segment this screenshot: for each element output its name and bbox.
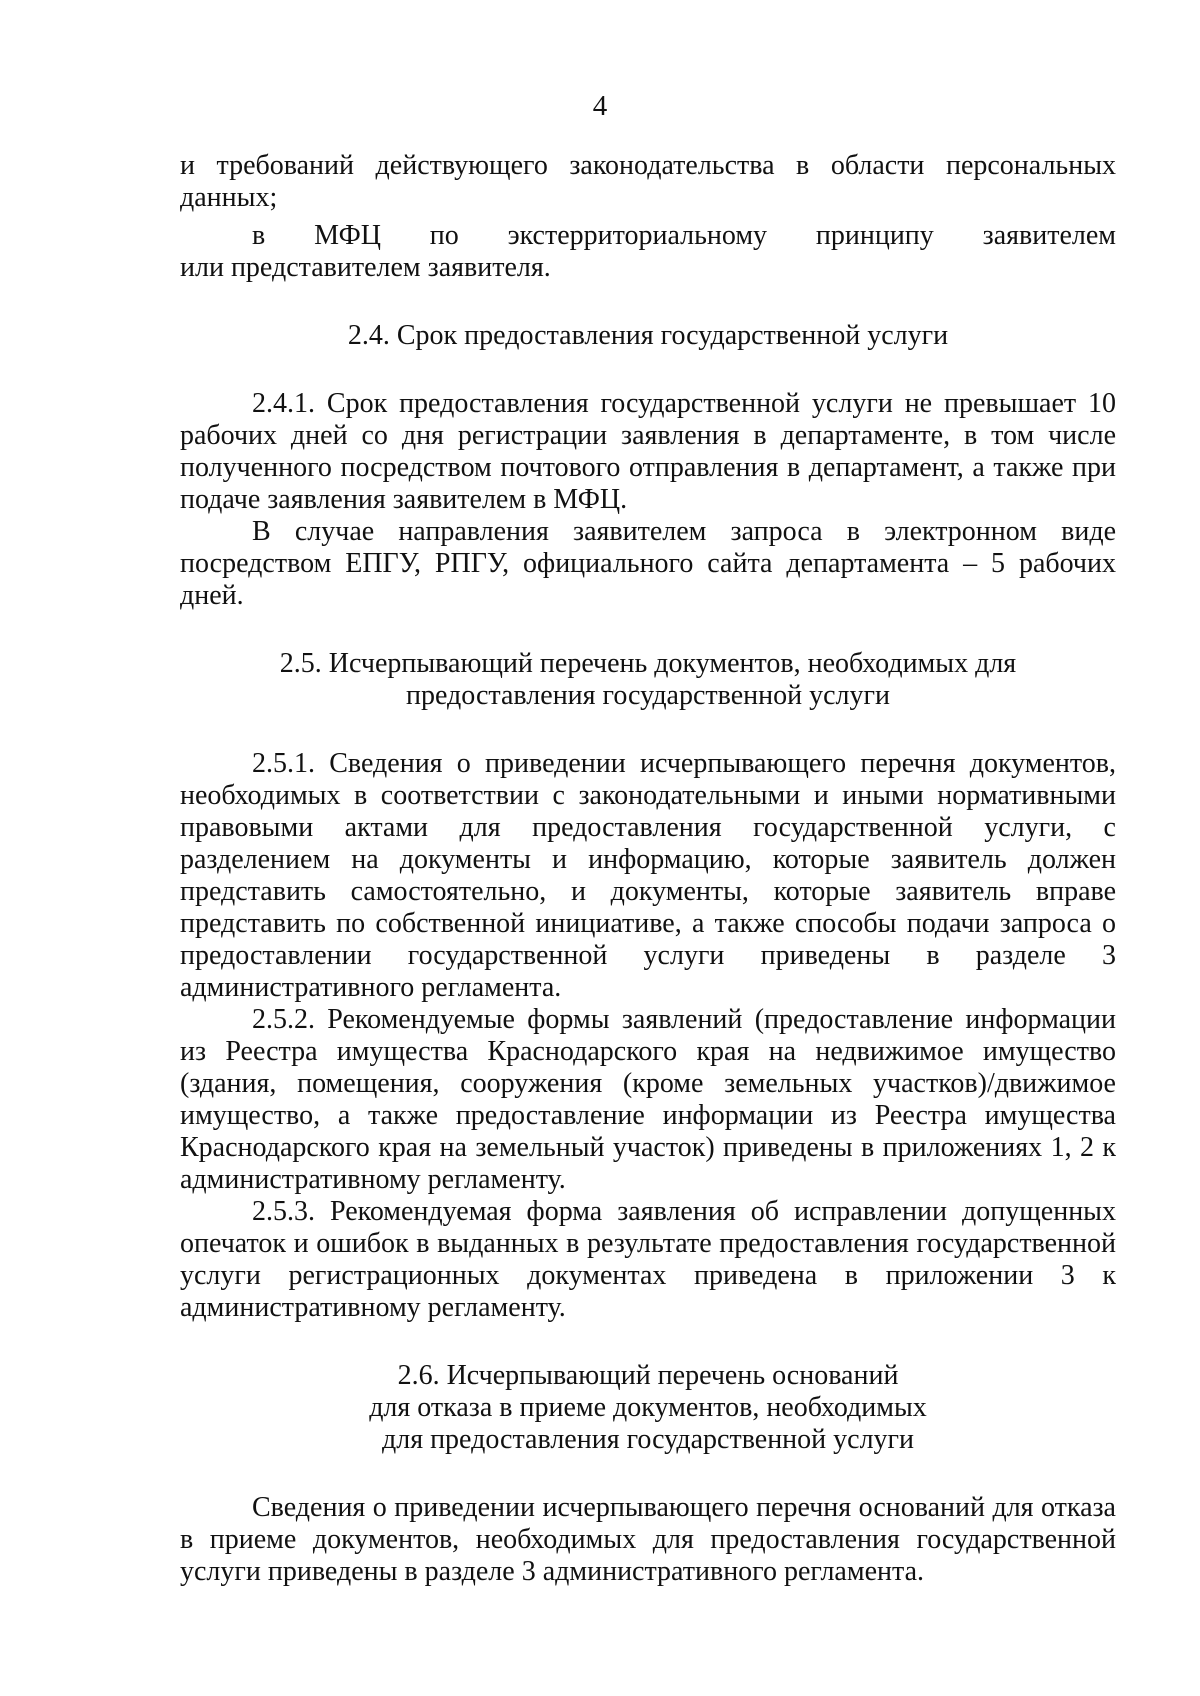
paragraph-2-5-2: 2.5.2. Рекомендуемые формы заявлений (предоставление информации из Реестра имущества Краснодарского края на недвижимое имущество (здания, помещения, сооружения (кроме земельных участков)/движимое имущество, а также предоставление информации из Реестра имущества Краснодарского края на земельный участок) приведены в приложениях 1, 2 к административному регламенту. [180,1004,1116,1195]
section-2-6-heading-line3: для предоставления государственной услуги [381,1424,915,1455]
page-number: 4 [592,90,608,122]
intro-paragraph: и требований действующего законодательства в области персональных данных; [180,150,1116,213]
section-2-6-heading-line2: для отказа в приеме документов, необходимых [369,1392,927,1423]
paragraph-2-4-1: 2.4.1. Срок предоставления государственной услуги не превышает 10 рабочих дней со дня регистрации заявления в департаменте, в том числе полученного посредством почтового отправления в департамент, а также при подаче заявления заявителем в МФЦ. [180,388,1116,515]
section-2-4-heading: 2.4. Срок предоставления государственной услуги [347,320,949,351]
section-2-5-heading-line2: предоставления государственной услуги [406,680,890,711]
paragraph-2-4-electronic: В случае направления заявителем запроса в электронном виде посредством ЕПГУ, РПГУ, официального сайта департамента – 5 рабочих дней. [180,516,1116,611]
document-body [180,150,1116,1588]
intro-representative-line: или представителем заявителя. [180,252,551,283]
paragraph-2-5-1: 2.5.1. Сведения о приведении исчерпывающего перечня документов, необходимых в соответствии с законодательными и иными нормативными правовыми актами для предоставления государственной услуги, с разделением на документы и информацию, которые заявитель должен представить самостоятельно, и документы, которые заявитель вправе представить по собственной инициативе, а также способы подачи запроса о предоставлении государственной услуги приведены в разделе 3 административного регламента. [180,748,1116,1003]
intro-mfc-line: в МФЦ по экстерриториальному принципу заявителем [252,220,1116,251]
paragraph-2-5-3: 2.5.3. Рекомендуемая форма заявления об исправлении допущенных опечаток и ошибок в выданных в результате предоставления государственной услуги регистрационных документах приведена в приложении 3 к административному регламенту. [180,1196,1116,1323]
section-2-5-heading-line1: 2.5. Исчерпывающий перечень документов, необходимых для [279,648,1017,679]
paragraph-2-6: Сведения о приведении исчерпывающего перечня оснований для отказа в приеме документов, необходимых для предоставления государственной услуги приведены в разделе 3 административного регламента. [180,1492,1116,1587]
section-2-6-heading-line1: 2.6. Исчерпывающий перечень оснований [397,1360,899,1391]
